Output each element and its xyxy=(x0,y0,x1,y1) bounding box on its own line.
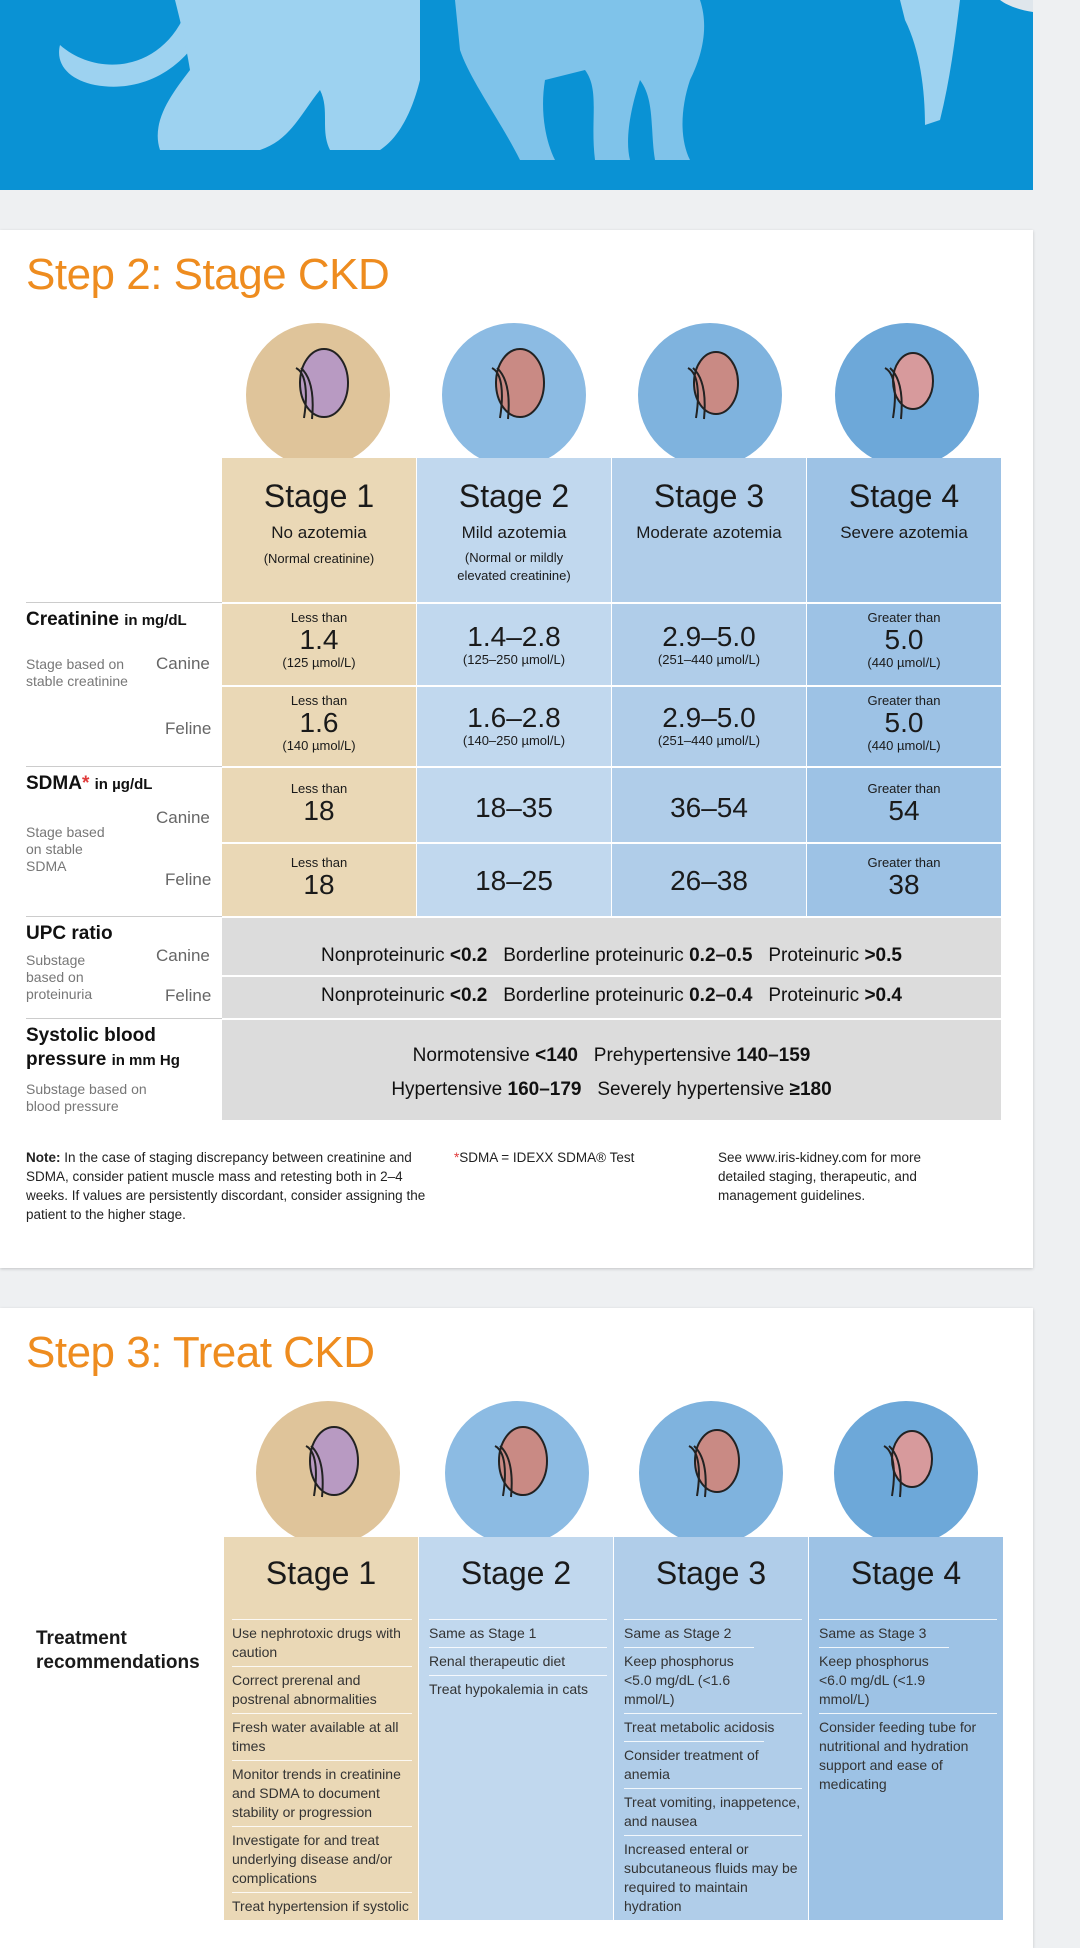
step3-title: Step 3: Treat CKD xyxy=(26,1328,375,1377)
sdma-canine-s1-val: 18 xyxy=(303,795,335,826)
upc-feline-label: Feline xyxy=(165,986,212,1005)
upc-feline-c: Proteinuric xyxy=(768,985,865,1006)
bp-hypertensive: Hypertensive xyxy=(391,1079,508,1100)
upc-row xyxy=(222,918,1001,1018)
upc-canine-c: Proteinuric xyxy=(768,945,865,966)
list-item: Investigate for and treat underlying disease and/or complications xyxy=(232,1826,412,1892)
divider xyxy=(222,842,1001,844)
sdma-feline-s3 xyxy=(612,866,806,896)
bp-unit: in mm Hg xyxy=(111,1052,180,1069)
sdma-canine-s3-val: 36–54 xyxy=(670,792,748,823)
divider xyxy=(26,602,222,603)
list-item: Keep phosphorus <6.0 mg/dL (<1.9 mmol/L) xyxy=(819,1647,949,1713)
divider xyxy=(26,916,222,917)
staging-note xyxy=(26,1148,431,1224)
bp-prehypertensive: Prehypertensive xyxy=(593,1045,737,1066)
hero-gap xyxy=(1033,0,1080,190)
treat-stage2-list xyxy=(429,1619,607,1703)
sdma-canine-label: Canine xyxy=(156,808,210,827)
bp-normotensive: Normotensive xyxy=(412,1045,536,1066)
treat-stage2-name: Stage 2 xyxy=(460,1555,572,1591)
treat-stage4-name: Stage 4 xyxy=(850,1555,962,1591)
bp-label-line1: Systolic blood xyxy=(26,1025,156,1046)
sdma-canine-s3 xyxy=(612,793,806,823)
creat-canine-s1-val: 1.4 xyxy=(299,624,339,655)
treat-stage1-name: Stage 1 xyxy=(265,1555,377,1591)
list-item: Fresh water available at all times xyxy=(232,1713,412,1760)
upc-feline-a: Nonproteinuric xyxy=(321,985,450,1006)
treatment-row-label: Treatment recommendations xyxy=(36,1628,200,1673)
creat-canine-s2 xyxy=(417,622,611,667)
creat-feline-s3 xyxy=(612,703,806,748)
upc-feline-a-val: <0.2 xyxy=(449,985,488,1006)
list-item: Renal therapeutic diet xyxy=(429,1647,607,1675)
sdma-canine-s1 xyxy=(222,781,416,826)
upc-canine-b-val: 0.2–0.5 xyxy=(689,945,753,966)
list-item: Use nephrotoxic drugs with caution xyxy=(232,1619,412,1666)
bp-line1 xyxy=(222,1045,1001,1067)
stage3-name: Stage 3 xyxy=(653,478,765,514)
sdma-feline-s4-val: 38 xyxy=(888,869,920,900)
upc-canine-label: Canine xyxy=(156,946,210,965)
creat-canine-s3-val: 2.9–5.0 xyxy=(662,621,756,652)
creat-canine-s3-sub: (251–440 µmol/L) xyxy=(657,652,761,667)
stage1-desc: No azotemia xyxy=(271,523,367,542)
stage2-desc: Mild azotemia xyxy=(461,523,567,542)
list-item: Treat hypertension if systolic xyxy=(232,1892,412,1920)
sdma-feline-s4 xyxy=(807,855,1001,900)
sdma-star: * xyxy=(81,773,90,794)
creat-feline-s1-pre: Less than xyxy=(290,693,348,708)
upc-feline-b-val: 0.2–0.4 xyxy=(689,985,753,1006)
stage2-name: Stage 2 xyxy=(458,478,570,514)
sdma-canine-s2 xyxy=(417,793,611,823)
list-item: Consider treatment of anemia xyxy=(624,1741,764,1788)
creat-feline-s4-sub: (440 µmol/L) xyxy=(867,738,941,753)
creat-canine-s2-val: 1.4–2.8 xyxy=(467,621,561,652)
creat-canine-s4-sub: (440 µmol/L) xyxy=(867,655,941,670)
upc-label: UPC ratio xyxy=(26,923,113,944)
creat-feline-s4-pre: Greater than xyxy=(867,693,941,708)
stage3-desc: Moderate azotemia xyxy=(636,523,782,542)
divider xyxy=(26,1018,222,1019)
creat-canine-s4-pre: Greater than xyxy=(867,610,941,625)
creat-canine-s1 xyxy=(222,610,416,670)
divider xyxy=(222,766,1001,768)
bp-severely-hypertensive: Severely hypertensive xyxy=(597,1079,790,1100)
list-item: Treat metabolic acidosis xyxy=(624,1713,802,1741)
bp-hypertensive-val: 160–179 xyxy=(507,1079,582,1100)
sdma-feline-s1-pre: Less than xyxy=(290,855,348,870)
list-item: Monitor trends in creatinine and SDMA to document stability or progression xyxy=(232,1760,412,1826)
sdma-footnote-text: SDMA = IDEXX SDMA® Test xyxy=(459,1150,635,1165)
creat-feline-s3-sub: (251–440 µmol/L) xyxy=(657,733,761,748)
sdma-feline-s2-val: 18–25 xyxy=(475,865,553,896)
upc-canine-c-val: >0.5 xyxy=(864,945,902,966)
sdma-canine-s2-val: 18–35 xyxy=(475,792,553,823)
divider xyxy=(26,766,222,767)
sdma-label xyxy=(26,773,152,795)
treat-kidney-stage4-icon xyxy=(834,1401,978,1545)
bp-label-line2: pressure xyxy=(26,1049,107,1070)
treat-stage3-name: Stage 3 xyxy=(655,1555,767,1591)
stage1-name: Stage 1 xyxy=(263,478,375,514)
upc-feline-values xyxy=(222,985,1001,1007)
sdma-feline-s2 xyxy=(417,866,611,896)
treat-stage2-column xyxy=(419,1537,613,1920)
creat-feline-s1-sub: (140 µmol/L) xyxy=(282,738,356,753)
creat-canine-s2-sub: (125–250 µmol/L) xyxy=(462,652,566,667)
stage3-header xyxy=(612,478,806,543)
bp-severely-hypertensive-val: ≥180 xyxy=(789,1079,832,1100)
sdma-feline-s1 xyxy=(222,855,416,900)
stage4-name: Stage 4 xyxy=(848,478,960,514)
creat-feline-s3-val: 2.9–5.0 xyxy=(662,702,756,733)
sdma-name: SDMA xyxy=(26,773,82,794)
sdma-feline-s1-val: 18 xyxy=(303,869,335,900)
divider xyxy=(222,975,1001,977)
upc-canine-b: Borderline proteinuric xyxy=(503,945,690,966)
upc-canine-a: Nonproteinuric xyxy=(321,945,450,966)
treat-stage3-list xyxy=(624,1619,802,1920)
list-item: Correct prerenal and postrenal abnormalities xyxy=(232,1666,412,1713)
sdma-canine-s4-val: 54 xyxy=(888,795,920,826)
stage2-sub: (Normal or mildly elevated creatinine) xyxy=(457,550,571,583)
divider xyxy=(222,602,1001,604)
iris-note: See www.iris-kidney.com for more detailed staging, therapeutic, and management guidelines. xyxy=(718,1150,922,1203)
creatinine-unit: in mg/dL xyxy=(124,612,187,629)
creat-canine-s4 xyxy=(807,610,1001,670)
note-label: Note: xyxy=(26,1150,61,1165)
bp-normotensive-val: <140 xyxy=(535,1045,578,1066)
treat-stage1-list xyxy=(232,1619,412,1920)
creatinine-name: Creatinine xyxy=(26,609,119,630)
creat-canine-s1-sub: (125 µmol/L) xyxy=(282,655,356,670)
note-text: In the case of staging discrepancy between creatinine and SDMA, consider patient muscle mass and retesting both in 2–4 weeks. If values are persistently discordant, consider assigning the patient to the higher stage. xyxy=(26,1150,426,1222)
sdma-footnote xyxy=(454,1148,684,1167)
sdma-unit: in µg/dL xyxy=(94,776,153,793)
list-item: Consider feeding tube for nutritional and hydration support and ease of medicating xyxy=(819,1713,997,1798)
stage1-header xyxy=(222,478,416,566)
list-item: Same as Stage 2 xyxy=(624,1619,802,1647)
divider xyxy=(222,685,1001,687)
creat-feline-s1-val: 1.6 xyxy=(299,707,339,738)
treat-stage4-list xyxy=(819,1619,997,1798)
animal-silhouettes-illustration xyxy=(0,0,1033,190)
sdma-feline-s4-pre: Greater than xyxy=(867,855,941,870)
creat-feline-s2 xyxy=(417,703,611,748)
sdma-feline-s3-val: 26–38 xyxy=(670,865,748,896)
sdma-footnote-star: * xyxy=(454,1150,460,1165)
sdma-canine-s4-pre: Greater than xyxy=(867,781,941,796)
stage1-sub: (Normal creatinine) xyxy=(263,551,375,566)
list-item: Increased enteral or subcutaneous fluids may be required to maintain hydration xyxy=(624,1835,802,1920)
bp-row xyxy=(222,1020,1001,1120)
creat-feline-s2-val: 1.6–2.8 xyxy=(467,702,561,733)
upc-canine-a-val: <0.2 xyxy=(449,945,488,966)
treat-kidney-stage3-icon xyxy=(639,1401,783,1545)
list-item: Keep phosphorus <5.0 mg/dL (<1.6 mmol/L) xyxy=(624,1647,754,1713)
creat-canine-s1-pre: Less than xyxy=(290,610,348,625)
creatinine-label xyxy=(26,609,187,631)
list-item: Same as Stage 1 xyxy=(429,1619,607,1647)
stage4-desc: Severe azotemia xyxy=(840,523,968,542)
sdma-side-label: Stage based on stable SDMA xyxy=(26,824,105,874)
list-item: Treat hypokalemia in cats xyxy=(429,1675,607,1703)
list-item: Treat vomiting, inappetence, and nausea xyxy=(624,1788,802,1835)
upc-feline-b: Borderline proteinuric xyxy=(503,985,690,1006)
creat-feline-s2-sub: (140–250 µmol/L) xyxy=(462,733,566,748)
creat-canine-s4-val: 5.0 xyxy=(884,624,924,655)
treat-kidney-stage2-icon xyxy=(445,1401,589,1545)
list-item: Same as Stage 3 xyxy=(819,1619,997,1647)
creat-feline-s4 xyxy=(807,693,1001,753)
sdma-canine-s1-pre: Less than xyxy=(290,781,348,796)
hero-banner xyxy=(0,0,1033,190)
kidney-stage1-icon xyxy=(246,323,390,467)
sdma-feline-label: Feline xyxy=(165,870,212,889)
sdma-canine-s4 xyxy=(807,781,1001,826)
creatinine-side-label: Stage based on stable creatinine xyxy=(26,656,128,689)
bp-label xyxy=(26,1024,180,1073)
creat-feline-s4-val: 5.0 xyxy=(884,707,924,738)
step2-title: Step 2: Stage CKD xyxy=(26,250,390,299)
creat-feline-s1 xyxy=(222,693,416,753)
treat-kidney-stage1-icon xyxy=(256,1401,400,1545)
upc-side-label: Substage based on proteinuria xyxy=(26,952,93,1002)
stage2-header xyxy=(417,478,611,585)
kidney-stage4-icon xyxy=(835,323,979,467)
creatinine-feline-label: Feline xyxy=(165,719,212,738)
upc-feline-c-val: >0.4 xyxy=(864,985,902,1006)
creatinine-canine-label: Canine xyxy=(156,654,210,673)
kidney-stage3-icon xyxy=(638,323,782,467)
creat-canine-s3 xyxy=(612,622,806,667)
bp-line2 xyxy=(222,1079,1001,1101)
bp-prehypertensive-val: 140–159 xyxy=(736,1045,811,1066)
upc-canine-values xyxy=(222,945,1001,967)
bp-side-label: Substage based on blood pressure xyxy=(26,1081,147,1114)
kidney-stage2-icon xyxy=(442,323,586,467)
stage4-header xyxy=(807,478,1001,543)
